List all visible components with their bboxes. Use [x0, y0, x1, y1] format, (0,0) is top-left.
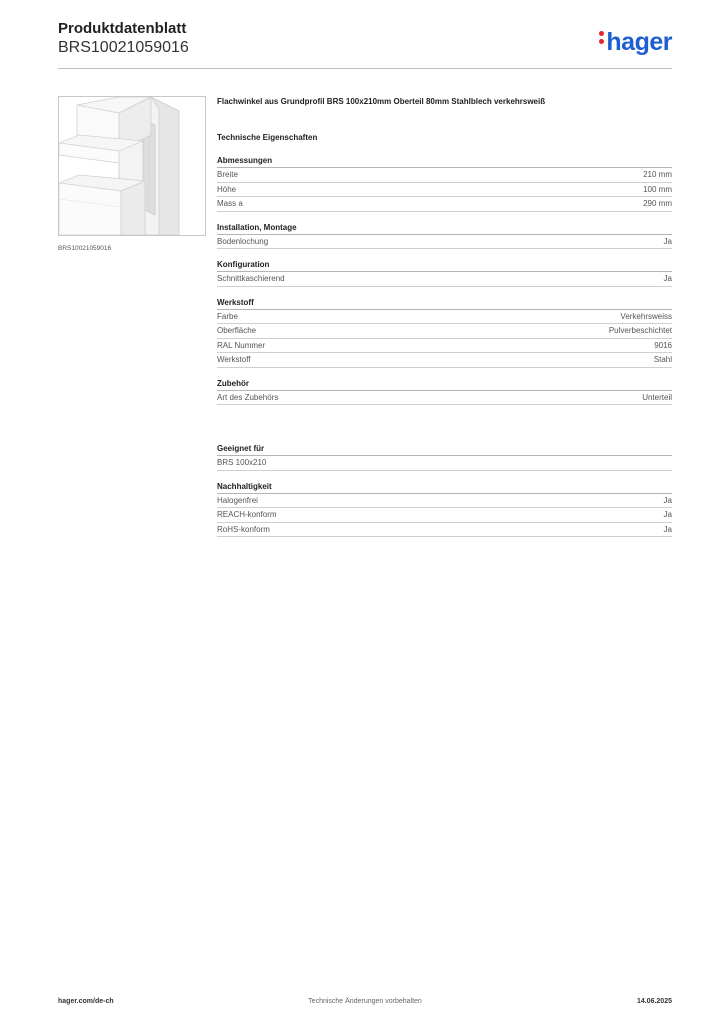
property-value: Pulverbeschichtet [608, 326, 672, 335]
property-label: Höhe [217, 184, 237, 194]
property-label: Oberfläche [217, 326, 257, 335]
property-value: Ja [663, 236, 672, 246]
section-configuration [217, 259, 672, 287]
property-row [217, 235, 672, 250]
property-row [217, 494, 672, 509]
hager-logo [599, 28, 672, 57]
property-row [217, 456, 672, 471]
property-value: Ja [663, 510, 672, 519]
section-sustainability [217, 481, 672, 538]
property-row [217, 168, 672, 183]
property-row [217, 508, 672, 523]
property-label: Breite [217, 170, 238, 179]
property-value: 210 mm [643, 170, 672, 179]
property-row [217, 183, 672, 198]
property-row [217, 353, 672, 368]
property-row [217, 197, 672, 212]
property-label: Bodenlochung [217, 236, 269, 246]
property-label: Werkstoff [217, 355, 251, 364]
document-title: Produktdatenblatt [58, 20, 187, 37]
property-label: Art des Zubehörs [217, 392, 279, 402]
section-title: Abmessungen [217, 155, 672, 168]
section-title: Konfiguration [217, 259, 672, 272]
property-row [217, 339, 672, 354]
section-title: Werkstoff [217, 297, 672, 310]
property-value: Ja [663, 495, 672, 505]
property-value: Ja [663, 274, 672, 283]
section-title: Zubehör [217, 378, 672, 391]
image-caption: BRS10021059016 [58, 245, 112, 252]
property-row [217, 310, 672, 325]
section-dimensions [217, 155, 672, 212]
property-row [217, 272, 672, 287]
section-title: Geeignet für [217, 443, 672, 456]
logo-dots [599, 31, 604, 47]
section-material [217, 297, 672, 368]
section-suitable-for [217, 443, 672, 471]
property-value: Unterteil [642, 392, 672, 402]
property-label: BRS 100x210 [217, 458, 267, 467]
property-value: 100 mm [643, 184, 672, 194]
property-value: 290 mm [643, 199, 672, 208]
property-value: Stahl [653, 355, 672, 364]
section-title: Nachhaltigkeit [217, 481, 672, 494]
header-divider [58, 68, 672, 69]
property-row [217, 523, 672, 538]
property-label: REACH-konform [217, 510, 277, 519]
footer-notice: Technische Änderungen vorbehalten [308, 998, 422, 1005]
property-label: RAL Nummer [217, 340, 266, 350]
property-value: 9016 [654, 340, 672, 350]
section-installation [217, 222, 672, 250]
logo-text: hager [606, 28, 672, 56]
section-accessories [217, 378, 672, 406]
property-label: Halogenfrei [217, 495, 258, 505]
product-image [58, 96, 206, 236]
property-label: RoHS-konform [217, 524, 270, 534]
technical-properties-heading: Technische Eigenschaften [217, 133, 318, 142]
duct-corner-illustration [59, 97, 205, 235]
property-row [217, 391, 672, 406]
property-row [217, 324, 672, 339]
property-label: Schnittkaschierend [217, 274, 285, 283]
property-label: Mass a [217, 199, 243, 208]
property-value: Ja [663, 524, 672, 534]
page-header [58, 20, 672, 70]
property-label: Farbe [217, 311, 238, 321]
footer-date: 14.06.2025 [636, 998, 672, 1005]
footer-website-link[interactable]: hager.com/de-ch [58, 998, 114, 1005]
property-value: Verkehrsweiss [620, 311, 672, 321]
product-id: BRS10021059016 [58, 39, 189, 56]
product-description: Flachwinkel aus Grundprofil BRS 100x210mm Oberteil 80mm Stahlblech verkehrsweiß [217, 97, 546, 106]
section-title: Installation, Montage [217, 222, 672, 235]
product-details [217, 96, 672, 547]
